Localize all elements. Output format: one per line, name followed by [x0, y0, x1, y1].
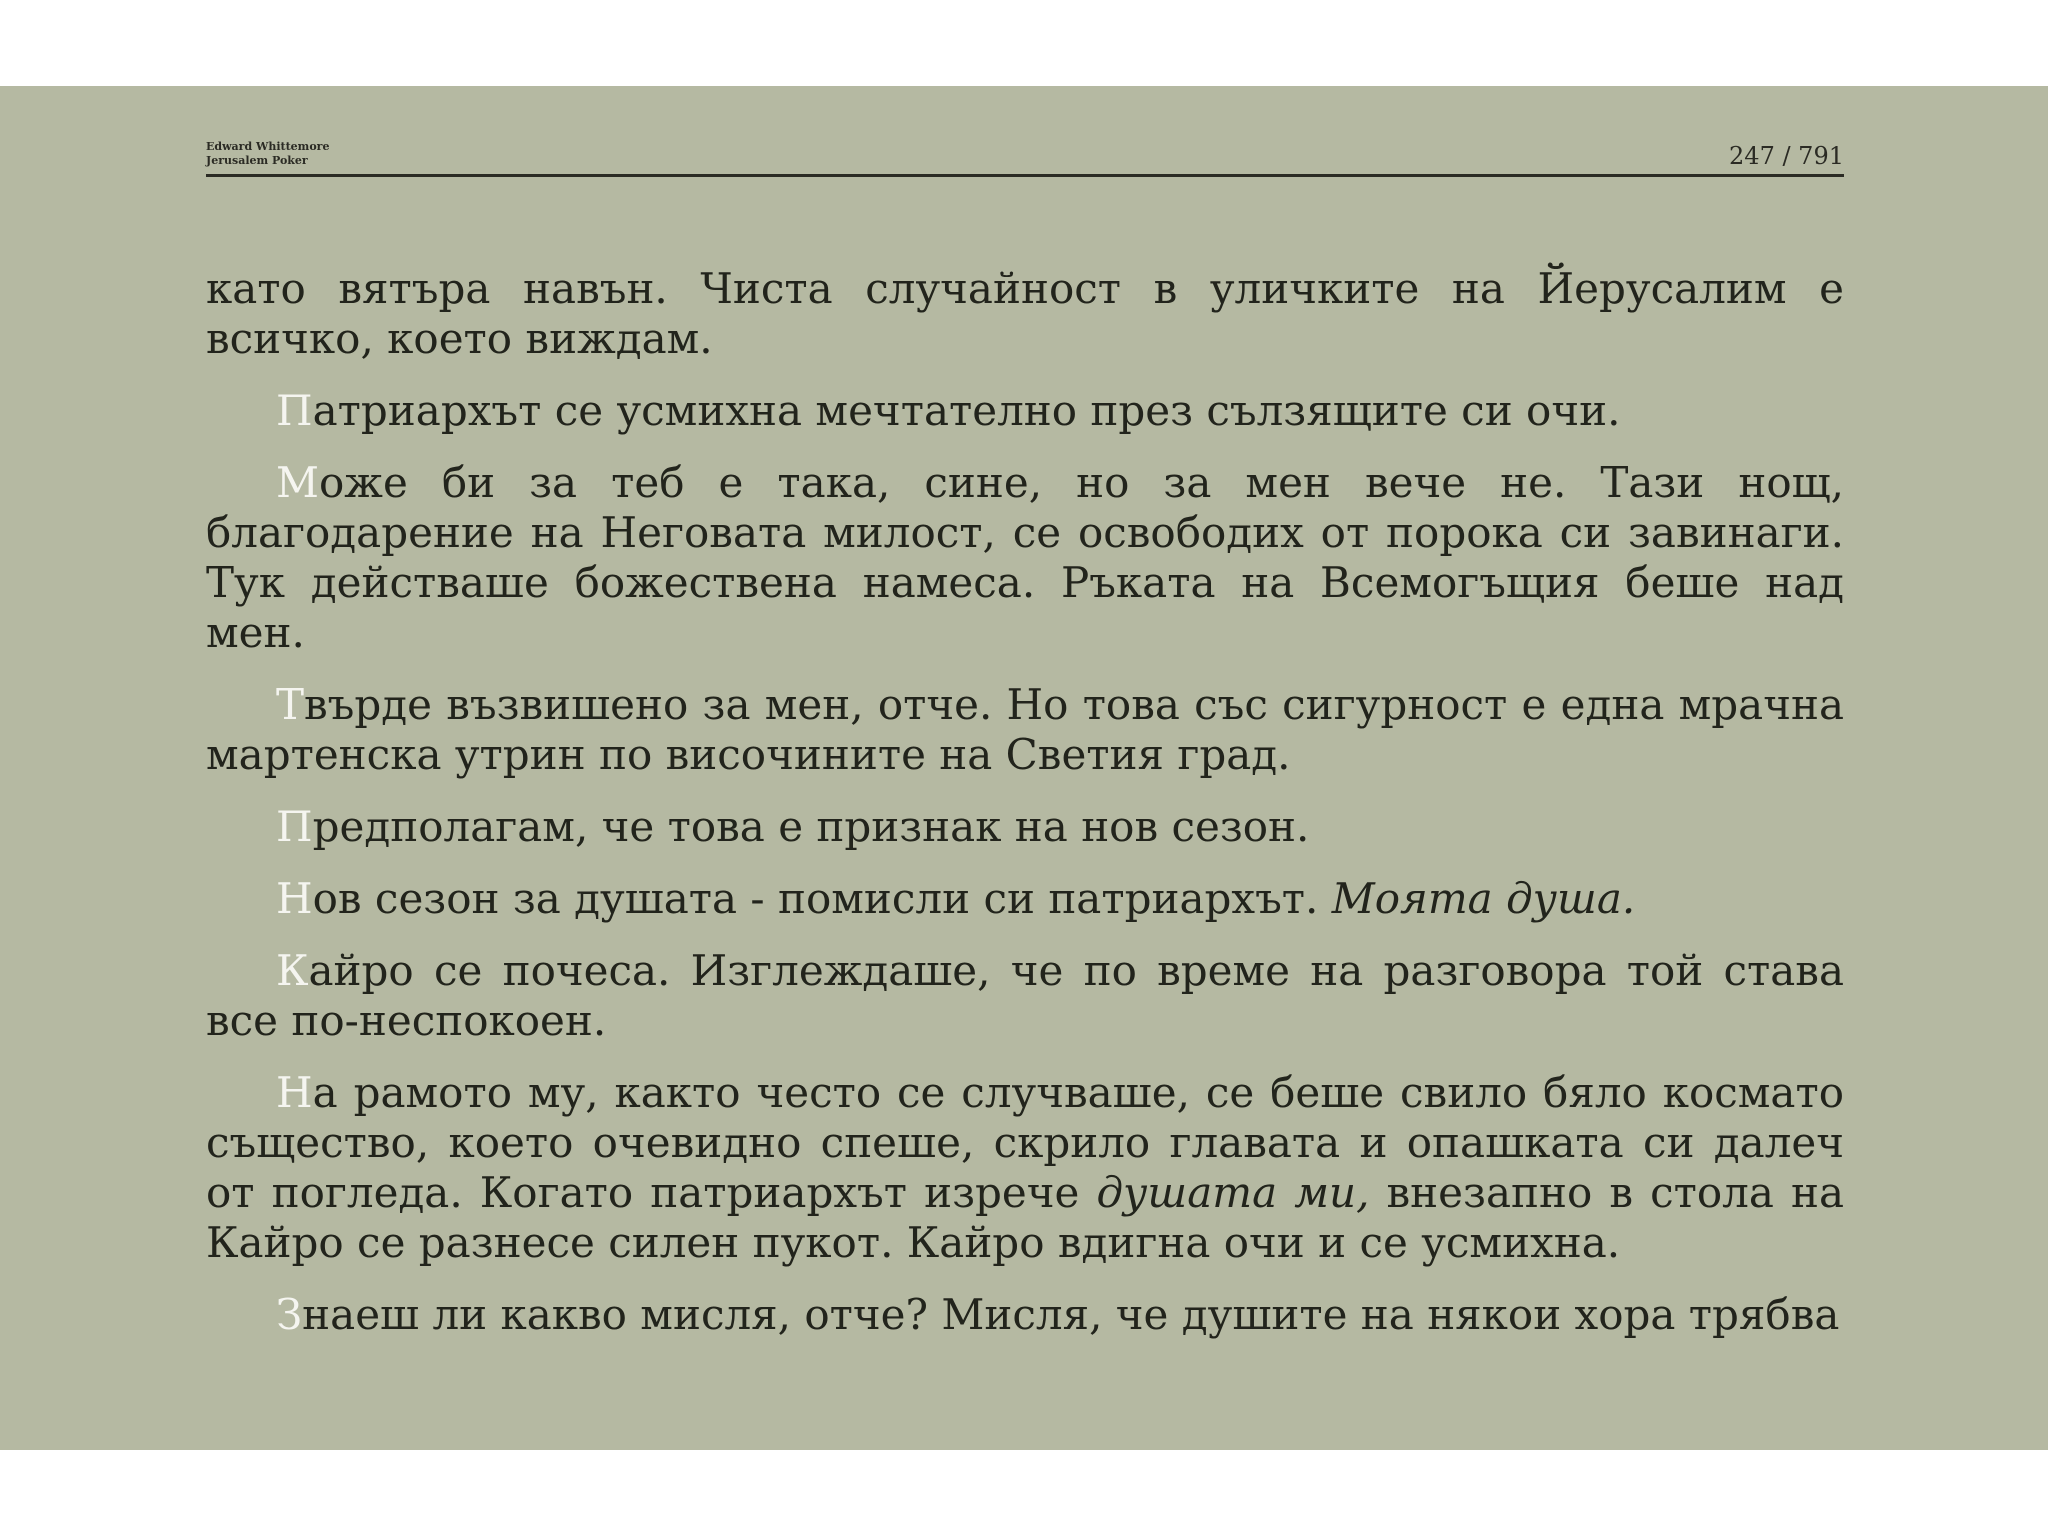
paragraph-text: оже би за теб е така, сине, но за мен вече не. Тази нощ, благодарение на Неговата милост, се освободих от порока си завинаги. Тук действаше божествена намеса. Ръката на Всемогъщия беше над мен. [206, 458, 1844, 657]
paragraph [206, 386, 1844, 436]
drop-cap: К [276, 946, 309, 995]
paragraph-text: редполагам, че това е признак на нов сезон. [312, 802, 1310, 851]
paragraph [206, 1290, 1844, 1340]
drop-cap: П [276, 802, 313, 851]
drop-cap: Т [276, 680, 305, 729]
italic-text: Моята душа. [1331, 874, 1636, 923]
paragraph [206, 802, 1844, 852]
author-name: Edward Whittemore [206, 140, 330, 153]
paragraph-text: айро се почеса. Изглеждаше, че по време на разговора той става все по-неспокоен. [206, 946, 1844, 1045]
drop-cap: П [276, 386, 313, 435]
paragraph [206, 680, 1844, 780]
paragraph-text: а рамото му, както често се случваше, се беше свило бяло космато същество, което очевидно спеше, скрило главата и опашката си далеч от погледа. Когато патриархът изрече [206, 1068, 1844, 1217]
drop-cap: М [276, 458, 320, 507]
paragraph-text: внезапно в стола на Кайро се разнесе силен пукот. Кайро вдигна очи и се усмихна. [206, 1168, 1844, 1267]
paragraph-text: ов сезон за душата - помисли си патриархът. [312, 874, 1332, 923]
drop-cap: Н [276, 1068, 313, 1117]
page-indicator: 247 / 791 [1729, 142, 1844, 170]
drop-cap: З [276, 1290, 303, 1339]
paragraph [206, 458, 1844, 658]
reading-text [206, 264, 1844, 1362]
book-meta [206, 140, 329, 168]
paragraph: като вятъра навън. Чиста случайност в уличките на Йерусалим е всичко, което виждам. [206, 264, 1844, 363]
paragraph-text: наеш ли какво мисля, отче? Мисля, че душите на някои хора трябва [302, 1290, 1840, 1339]
page-header [206, 138, 1844, 177]
book-title: Jerusalem Poker [206, 154, 308, 167]
paragraph [206, 874, 1844, 924]
paragraph-text: атриархът се усмихна мечтателно през сълзящите си очи. [312, 386, 1621, 435]
paragraph [206, 946, 1844, 1046]
drop-cap: Н [276, 874, 313, 923]
italic-text: душата ми, [1096, 1168, 1370, 1217]
paragraph [206, 1068, 1844, 1268]
paragraph-text: върде възвишено за мен, отче. Но това със сигурност е една мрачна мартенска утрин по височините на Светия град. [206, 680, 1844, 779]
